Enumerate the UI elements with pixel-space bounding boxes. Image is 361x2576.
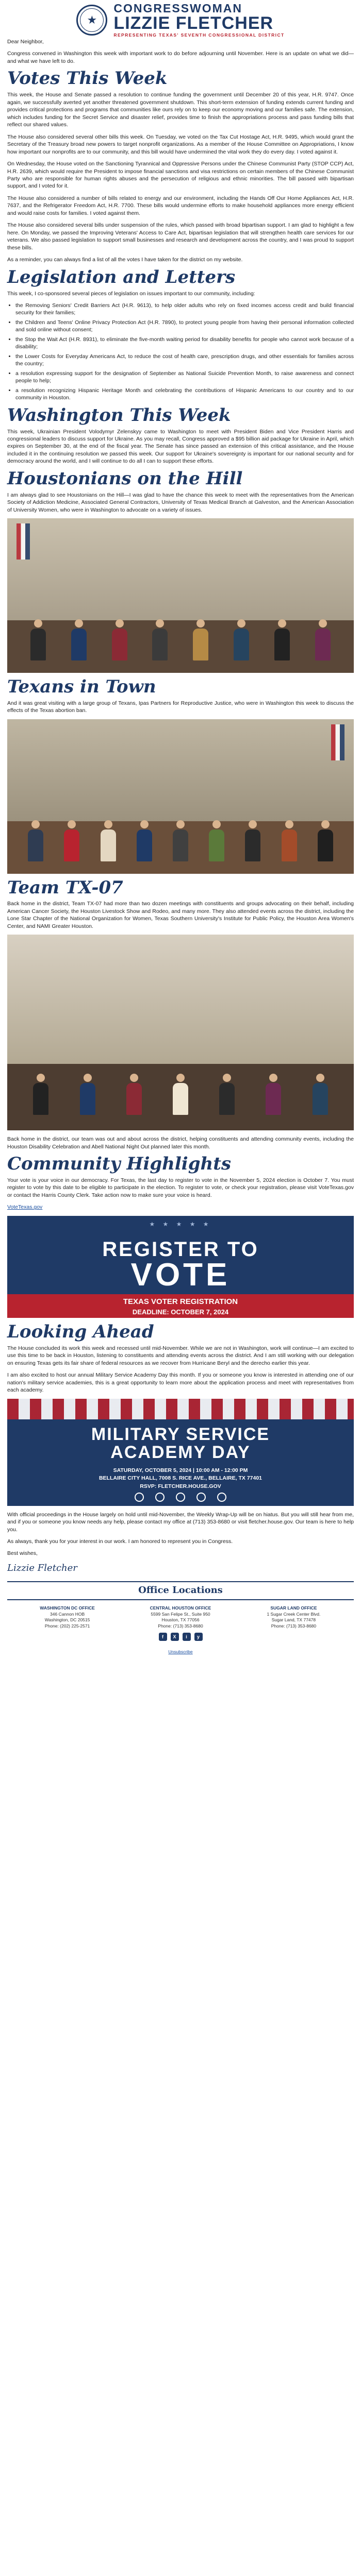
votes-paragraph: The House also considered several bills under suspension of the rules, which passed with broad bipartisan support. I am glad to highlight a few here. On Monday, we passed the Improving Veterans' Access to Care Act, bipartisan legislation that will strengthen health care services for our veterans. We also passed legislation to support small businesses and research and development across the country, and I was proud to support these bills. [7,222,354,251]
office-sugar-land [243,1605,344,1641]
x-twitter-icon[interactable]: X [171,1633,179,1641]
intro-paragraph: Congress convened in Washington this week with important work to do before adjourning until November. Here is an update on what we did—and what we have left to do. [7,50,354,64]
hill-paragraph: I am always glad to see Houstonians on the Hill—I was glad to have the chance this week to meet with the representatives from the American Society of Addiction Medicine, Associated General Contractors, University of Texas Medical Branch at Galveston, and the American Association of University Women, who were in Washington to advocate on a variety of issues. [7,492,354,513]
community-section-title: Community Highlights [7,1154,232,1175]
texans-paragraph: And it was great visiting with a large group of Texans, Ipas Partners for Reproductive Justice, who were in Washington this week to discuss the effects of the Texas abortion ban. [7,700,354,714]
office-city: Houston, TX 77056 [161,1617,200,1623]
msad-date: SATURDAY, OCTOBER 5, 2024 | 10:00 AM - 12:00 PM [113,1467,248,1473]
votes-reminder: As a reminder, you can always find a list of all the votes I have taken for the district on my website. [7,257,243,263]
congressional-seal-icon: ★ [76,5,107,36]
ahead-section-title: Looking Ahead [7,1321,154,1342]
offices-title: Office Locations [7,1581,354,1600]
office-city: Sugar Land, TX 77478 [271,1617,316,1623]
office-phone[interactable]: Phone: (713) 353-8680 [271,1623,317,1629]
votes-paragraph: This week, the House and Senate passed a resolution to continue funding the government until December 20 of this year, H.R. 9747. Once again, we successfully averted yet another threatened government shutdown. This short-term extension of funding extends current funding and provides critical protections and programs that communities like ours rely on to keep our economy moving and our families safe. The extension, which includes funding for the Secret Service and disaster relief, provides time to finish the appropriations process and pass funding bills that reflect our shared values. [7,92,354,128]
brand-name: LIZZIE FLETCHER [113,13,274,33]
votes-section-title: Votes This Week [7,68,168,89]
social-links [129,1633,231,1641]
facebook-icon[interactable]: f [159,1633,167,1641]
office-address: 5599 San Felipe St., Suite 950 [151,1611,210,1617]
msad-title [7,1426,354,1462]
legislation-item: • a resolution recognizing Hispanic Heritage Month and celebrating the contributions of Hispanic Americans to our country and to our community in Houston. [15,387,354,402]
office-address: 1 Sugar Creek Center Blvd. [267,1611,321,1617]
academy-seal-icon [135,1493,144,1502]
legislation-item: • the Lower Costs for Everyday Americans Act, to reduce the cost of health care, prescription drugs, and other essentials for families across the country; [15,353,354,368]
legislation-item: • the Stop the Wait Act (H.R. 8931), to eliminate the five-month waiting period for disability benefits for people who cannot work because of a disability; [15,336,354,351]
legislation-intro: This week, I co-sponsored several pieces of legislation on issues important to our community, including: [7,290,255,297]
office-address: 346 Cannon HOB [50,1611,85,1617]
washington-section-title: Washington This Week [7,404,231,426]
signature: Lizzie Fletcher [7,1562,77,1573]
msad-location: BELLAIRE CITY HALL, 7008 S. RICE AVE., BELLAIRE, TX 77401 [99,1475,262,1482]
ahead-paragraph: I am also excited to host our annual Military Service Academy Day this month. If you or someone you know is interested in attending one of our nation's military service academies, this is a great opportunity to learn more about the application process and meet with representatives from each academy. [7,1372,354,1394]
team-paragraph-2: Back home in the district, our team was out and about across the district, helping constituents and attending community events, including the Houston Disability Celebration and Abell National Night Out planned later this month. [7,1136,354,1150]
photo-people [18,1074,343,1115]
brand-title: CONGRESSWOMAN [113,2,243,15]
msad-title-line1: MILITARY SERVICE [91,1424,270,1444]
office-name: WASHINGTON DC OFFICE [40,1605,95,1611]
ahead-paragraph: The House concluded its work this week and recessed until mid-November. While we are not in Washington, work will continue—I am excited to use this time to be back in Houston, listening to constituents and attending events across the district. And I am still working with our delegation on ensuring Texas gets its fair share of federal resources as we recover from Hurricane Beryl and the derecho earlier this year. [7,1345,354,1366]
community-link-row [7,1204,354,1211]
photo-people [18,619,343,660]
office-washington [17,1605,118,1641]
votes-paragraph: On Wednesday, the House voted on the Sanctioning Tyrannical and Oppressive Persons under the Chinese Communist Party (STOP CCP) Act, H.R. 2639, which would require the President to impose financial sanctions and visa restrictions on certain members of the Chinese Communist Party who are responsible for human rights abuses and the persecution of religious and ethnic minorities. The bill passed with bipartisan support, and I voted for it. [7,161,354,190]
msad-rsvp: RSVP: FLETCHER.HOUSE.GOV [140,1483,221,1490]
closing-paragraph-2: As always, thank you for your interest in our work. I am honored to represent you in Congress. [7,1538,233,1545]
military-academy-day-banner[interactable] [7,1399,354,1506]
vote-band-deadline: DEADLINE: OCTOBER 7, 2024 [132,1308,229,1316]
team-paragraph: Back home in the district, Team TX-07 had more than two dozen meetings with constituents and groups advocating on their behalf, including American Cancer Society, the Houston Livestock Show and Rodeo, and many more. They also attended events across the district, including the Lone Star Chapter of the National Organization for Women, Texas Southern University's Institute for Public Policy, the Houston Area Women's Center, and NAMI Greater Houston. [7,901,354,929]
legislation-list [15,302,354,402]
office-city: Washington, DC 20515 [44,1617,90,1623]
masthead [7,0,354,38]
office-houston [129,1605,231,1641]
office-phone[interactable]: Phone: (202) 225-2571 [44,1623,90,1629]
texans-section-title: Texans in Town [7,676,156,698]
office-phone[interactable]: Phone: (713) 353-8680 [158,1623,203,1629]
legislation-section-title: Legislation and Letters [7,266,236,287]
academy-seal-icon [217,1493,226,1502]
brand-tagline: REPRESENTING TEXAS' SEVENTH CONGRESSIONAL DISTRICT [113,32,285,38]
legislation-item: • the Children and Teens' Online Privacy Protection Act (H.R. 7890), to protect young people from having their personal information collected and sold online without consent; [15,319,354,334]
washington-paragraph: This week, Ukrainian President Volodymyr Zelenskyy came to Washington to meet with President Biden and Vice President Harris and congressional leaders to discuss support for Ukraine. As you may recall, Congress approved a $95 billion aid package for Ukraine in April, which expires on September 30, at the end of the fiscal year. The Senate has since passed an extension of this critical assistance, and the House included it in the continuing resolution we passed this week. Our support for Ukraine's sovereignty is important for our national security and for democracy around the world, and I will continue to do all I can to support these efforts. [7,428,354,465]
academy-logos [7,1493,354,1502]
unsubscribe-link[interactable]: Unsubscribe [168,1649,193,1655]
closing-paragraph: With official proceedings in the House largely on hold until mid-November, the Weekly Wrap-Up will be on hiatus. But you will still hear from me, and if you or someone you know needs any help, please contact my office at (713) 353-8680 or visit fletcher.house.gov. Our team is here to help you. [7,1511,354,1533]
team-section-title: Team TX-07 [7,877,123,898]
vote-deadline-band [7,1294,354,1318]
hill-section-title: Houstonians on the Hill [7,468,243,489]
office-name: CENTRAL HOUSTON OFFICE [150,1605,211,1611]
texans-group-photo [7,719,354,874]
brand-block [113,3,284,38]
academy-seal-icon [176,1493,185,1502]
vote-band-title: TEXAS VOTER REGISTRATION [123,1297,238,1306]
votes-paragraph: The House also considered several other bills this week. On Tuesday, we voted on the Tax Cut Hostage Act, H.R. 9495, which would grant the Secretary of the Treasury broad new powers to target nonprofit organizations. As a member of the House Committee on Appropriations, I know how important our nonprofits are to our community, and this bill would have undermined the vital work they do every day. I voted against it. [7,133,354,155]
votes-paragraph: The House also considered a number of bills related to energy and our environment, including the Hands Off Our Home Appliances Act, H.R. 7637, and the Refrigerator Freedom Act, H.R. 7700. These bills would undermine efforts to make household appliances more energy efficient and would raise costs for families. I voted against them. [7,195,354,216]
academy-seal-icon [155,1493,165,1502]
vote-banner-line2: VOTE [130,1257,231,1293]
register-to-vote-banner[interactable] [7,1216,354,1318]
vote-texas-link[interactable]: VoteTexas.gov [7,1204,43,1211]
instagram-icon[interactable]: i [183,1633,191,1641]
greeting: Dear Neighbor, [7,39,44,45]
flag-stripes-decoration [7,1399,354,1419]
youtube-icon[interactable]: y [194,1633,203,1641]
msad-title-line2: ACADEMY DAY [110,1443,251,1463]
legislation-item: • the Removing Seniors' Credit Barriers Act (H.R. 9613), to help older adults who rely on fixed incomes access credit and build financial security for their families; [15,302,354,317]
office-name: SUGAR LAND OFFICE [270,1605,317,1611]
academy-seal-icon [196,1493,206,1502]
photo-people [18,820,343,861]
office-locations [7,1600,354,1647]
msad-details [7,1467,354,1491]
legislation-item: • a resolution expressing support for the designation of September as National Suicide Prevention Month, to raise awareness and connect people to help; [15,370,354,385]
vote-banner-line1: REGISTER TO [102,1238,259,1261]
signoff: Best wishes, [7,1550,38,1557]
team-event-photo [7,935,354,1130]
community-paragraph: Your vote is your voice in our democracy. For Texas, the last day to register to vote in the November 5, 2024 election is October 7. You must register to vote by this date to be eligible to participate in the election. To register to vote, or check your registration, please visit VoteTexas.gov or contact the Harris County Clerk. Take action now to make sure your voice is heard. [7,1177,354,1198]
stars-decoration: ★ ★ ★ ★ ★ [149,1220,212,1228]
hill-group-photo [7,518,354,673]
